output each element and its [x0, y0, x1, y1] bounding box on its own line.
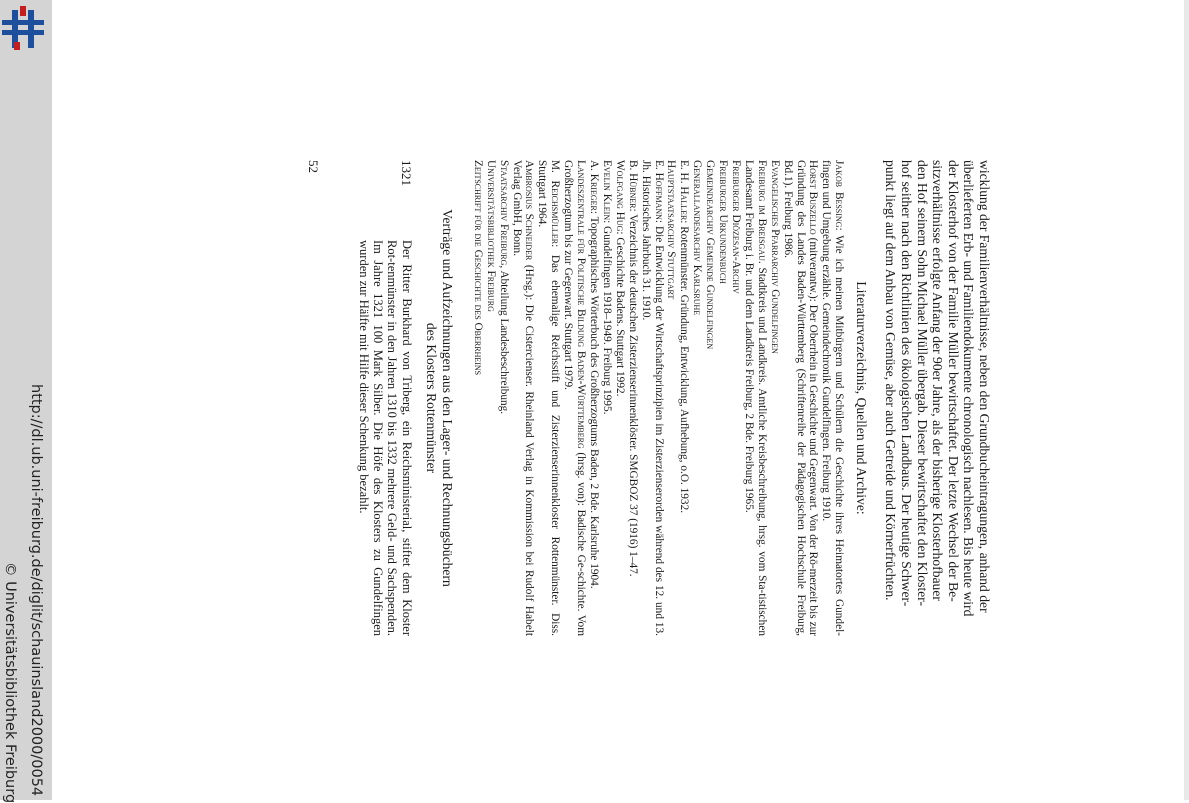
- contracts-heading: Verträge und Aufzeichnungen aus den Lager- und Rechnungsbüchern: [439, 209, 455, 587]
- literature-author: Jakob Bessing:: [833, 160, 846, 231]
- literature-text: Stadtkreis und Landkreis. Amtliche Kreisbeschreibung, hrsg. vom Sta-tistischen Landesamt Freiburg i. Br. und dem Landkreis Freiburg, 2 Bde. Freiburg 1965.: [742, 160, 768, 636]
- literature-author: Freiburger Urkundenbuch: [717, 160, 730, 284]
- literature-author: M. Reichsmüller:: [549, 160, 562, 248]
- literature-entry: [703, 160, 716, 636]
- literature-entry: [626, 160, 639, 636]
- text-line: wicklung der Familienverhältnisse, neben den Grundbucheintragungen, anhand der: [977, 160, 992, 613]
- page-number: 52: [305, 160, 321, 173]
- literature-entry: [639, 160, 665, 636]
- text-line: punkt liegt auf dem Anbau von Gemüse, aber auch Getreide und Körnerfrüchten.: [883, 160, 899, 601]
- literature-author: Generallandesarchiv Karlsruhe: [691, 160, 704, 316]
- literature-entry: [536, 160, 562, 636]
- entry-year: 1321: [398, 160, 414, 186]
- literature-entry: [819, 160, 845, 636]
- literature-entry: [781, 160, 820, 636]
- literature-entry: [768, 160, 781, 636]
- literature-author: A. Krieger:: [588, 160, 601, 214]
- literature-entry: [484, 160, 497, 636]
- scrollbar-track[interactable]: [1184, 0, 1189, 800]
- literature-author: E. Hoffmann:: [652, 160, 665, 224]
- literature-entry: [742, 160, 768, 636]
- literature-text: Die Entwicklung der Wirtschaftsprinzipien im Zisterzienserorden während des 12. und 13. Jh. Historisches Jahrbuch 31. 1910.: [639, 160, 665, 637]
- literature-entry: [716, 160, 729, 636]
- literature-author: B. Hübner:: [626, 160, 639, 212]
- literature-entry: [471, 160, 484, 636]
- literature-text: Rotenmünster. Gründung, Entwicklung, Aufhebung, o.O. 1932.: [678, 223, 691, 514]
- text-line: den Hof seinem Sohn Michael Müller übergab. Dieser bewirtschaftet den Kloster-: [914, 160, 930, 607]
- viewer-sidebar: [0, 0, 52, 803]
- page-content: [244, 160, 996, 636]
- literature-entry: [613, 160, 626, 636]
- literature-text: Gundelfingen 1918–1949. Freiburg 1995.: [600, 223, 613, 415]
- contract-entry: [357, 160, 414, 636]
- text-line: sitzverhältnisse erfolgte Anfang der 90er Jahre, als der bisherige Klosterhofbauer: [930, 160, 946, 601]
- text-line: der Klosterhof von der Familie Müller bewirtschaftet. Der letzte Wechsel der Be-: [945, 160, 961, 602]
- literature-text: (mitverantw.): Der Oberrhein in Geschichte und Gegenwart. Von der Rö-merzeit bis zur Gründung des Landes Baden-Württemberg (Schriftenreihe der Pädagogischen Hochschule Freiburg, Bd.1). Freiburg 1986.: [781, 160, 820, 636]
- copyright-notice: © Universitätsbibliothek Freiburg: [2, 562, 18, 803]
- literature-author: Landeszentrale für Politische Bildung Baden-Württemberg: [575, 160, 588, 449]
- literature-author: Horst Buszello: [807, 160, 820, 235]
- literature-text: (hrsg. von): Badische Ge-schichte. Vom Großherzogtum bis zur Gegenwart. Stuttgart 1979.: [562, 160, 588, 636]
- literature-text: Das ehemalige Reichsstift und Zisterzienserinnenkloster Rottenmünster. Diss. Stuttgart 1964.: [536, 160, 562, 636]
- literature-entry: [665, 160, 678, 636]
- literature-entry: [600, 160, 613, 636]
- literature-entry: [677, 160, 690, 636]
- literature-text: Topographisches Wörterbuch des Großherzogtums Baden, 2 Bde. Karlsruhe 1904.: [588, 214, 601, 589]
- literature-text: Wie ich meinen Mitbürgern und Schülern die Geschichte ihres Heimatortes Gundel-fingen und Umgebung erzähle. Gemeindechronik Gundelfingen. Freiburg 1910.: [820, 160, 846, 636]
- literature-entry: [497, 160, 510, 636]
- text-line: hof seither nach den Richtlinien des ökologischen Landbaus. Der heutige Schwer-: [899, 160, 915, 607]
- literature-entry: [690, 160, 703, 636]
- literature-author: Universitätsbibliothek Freiburg: [484, 160, 497, 312]
- literature-text: Verzeichnis der deutschen Zisterzienserinnenklöster. SMGBOZ 37 (1916) 1–47.: [626, 211, 639, 577]
- document-url[interactable]: http://dl.ub.uni-freiburg.de/diglit/schauinsland2000/0054: [28, 384, 44, 797]
- literature-entry: [561, 160, 587, 636]
- literature-entry: [510, 160, 536, 636]
- literature-heading: Literaturverzeichnis, Quellen und Archive:: [853, 281, 869, 515]
- literature-author: Wolfgang Hug:: [613, 160, 626, 235]
- literature-entry: [587, 160, 600, 636]
- literature-text: Abteilung Landesbeschreibung.: [497, 268, 510, 415]
- library-logo-icon: [2, 6, 44, 50]
- literature-author: Freiburger Diözesan-Archiv: [730, 160, 742, 294]
- intro-paragraph: [883, 160, 992, 636]
- rotated-page-area: [244, 160, 996, 636]
- literature-author: Evangelisches Pfarrarchiv Gundelfingen: [768, 160, 781, 354]
- literature-author: Zeitschrift für die Geschichte des Oberrheins: [471, 160, 484, 376]
- literature-text: Geschichte Badens. Stuttgart 1992.: [613, 234, 626, 397]
- literature-author: Evelin Klein:: [600, 160, 613, 224]
- literature-author: Ambrosius Schneider: [523, 160, 536, 261]
- literature-author: Hauptstaatsarchiv Stuttgart: [665, 160, 678, 300]
- literature-list: [471, 160, 845, 636]
- literature-author: Freiburg im Breisgau.: [755, 160, 768, 264]
- contracts-subheading: des Klosters Rottenmünster: [424, 322, 440, 474]
- literature-text: (Hrsg.): Die Cistercienser. Rheinland Verlag in Kommission bei Rudolf Habelt Verlag GmbH, Bonn.: [510, 160, 536, 636]
- literature-author: Gemeindearchiv Gemeinde Gundelfingen: [704, 160, 717, 350]
- entry-text: Der Ritter Burkhard von Triberg, ein Reichsministerial, stiftet dem Kloster Rot-tenmünster in den Jahren 1310 bis 1332 mehrere Geld- und Sachspenden. Im Jahre 1321 100 Mark Silber. Die Höfe des Klosters zu Gundelfingen wurden zur Hälfte mit Hilfe dieser Schenkung bezahlt.: [356, 240, 414, 636]
- literature-author: E. H. Haller:: [678, 160, 691, 224]
- literature-author: Staatsarchiv Freiburg,: [497, 160, 510, 269]
- literature-entry: [729, 160, 742, 636]
- text-line: überlieferten Erb- und Familiendokumente chronologisch nachlesen. Bis heute wird: [961, 160, 977, 617]
